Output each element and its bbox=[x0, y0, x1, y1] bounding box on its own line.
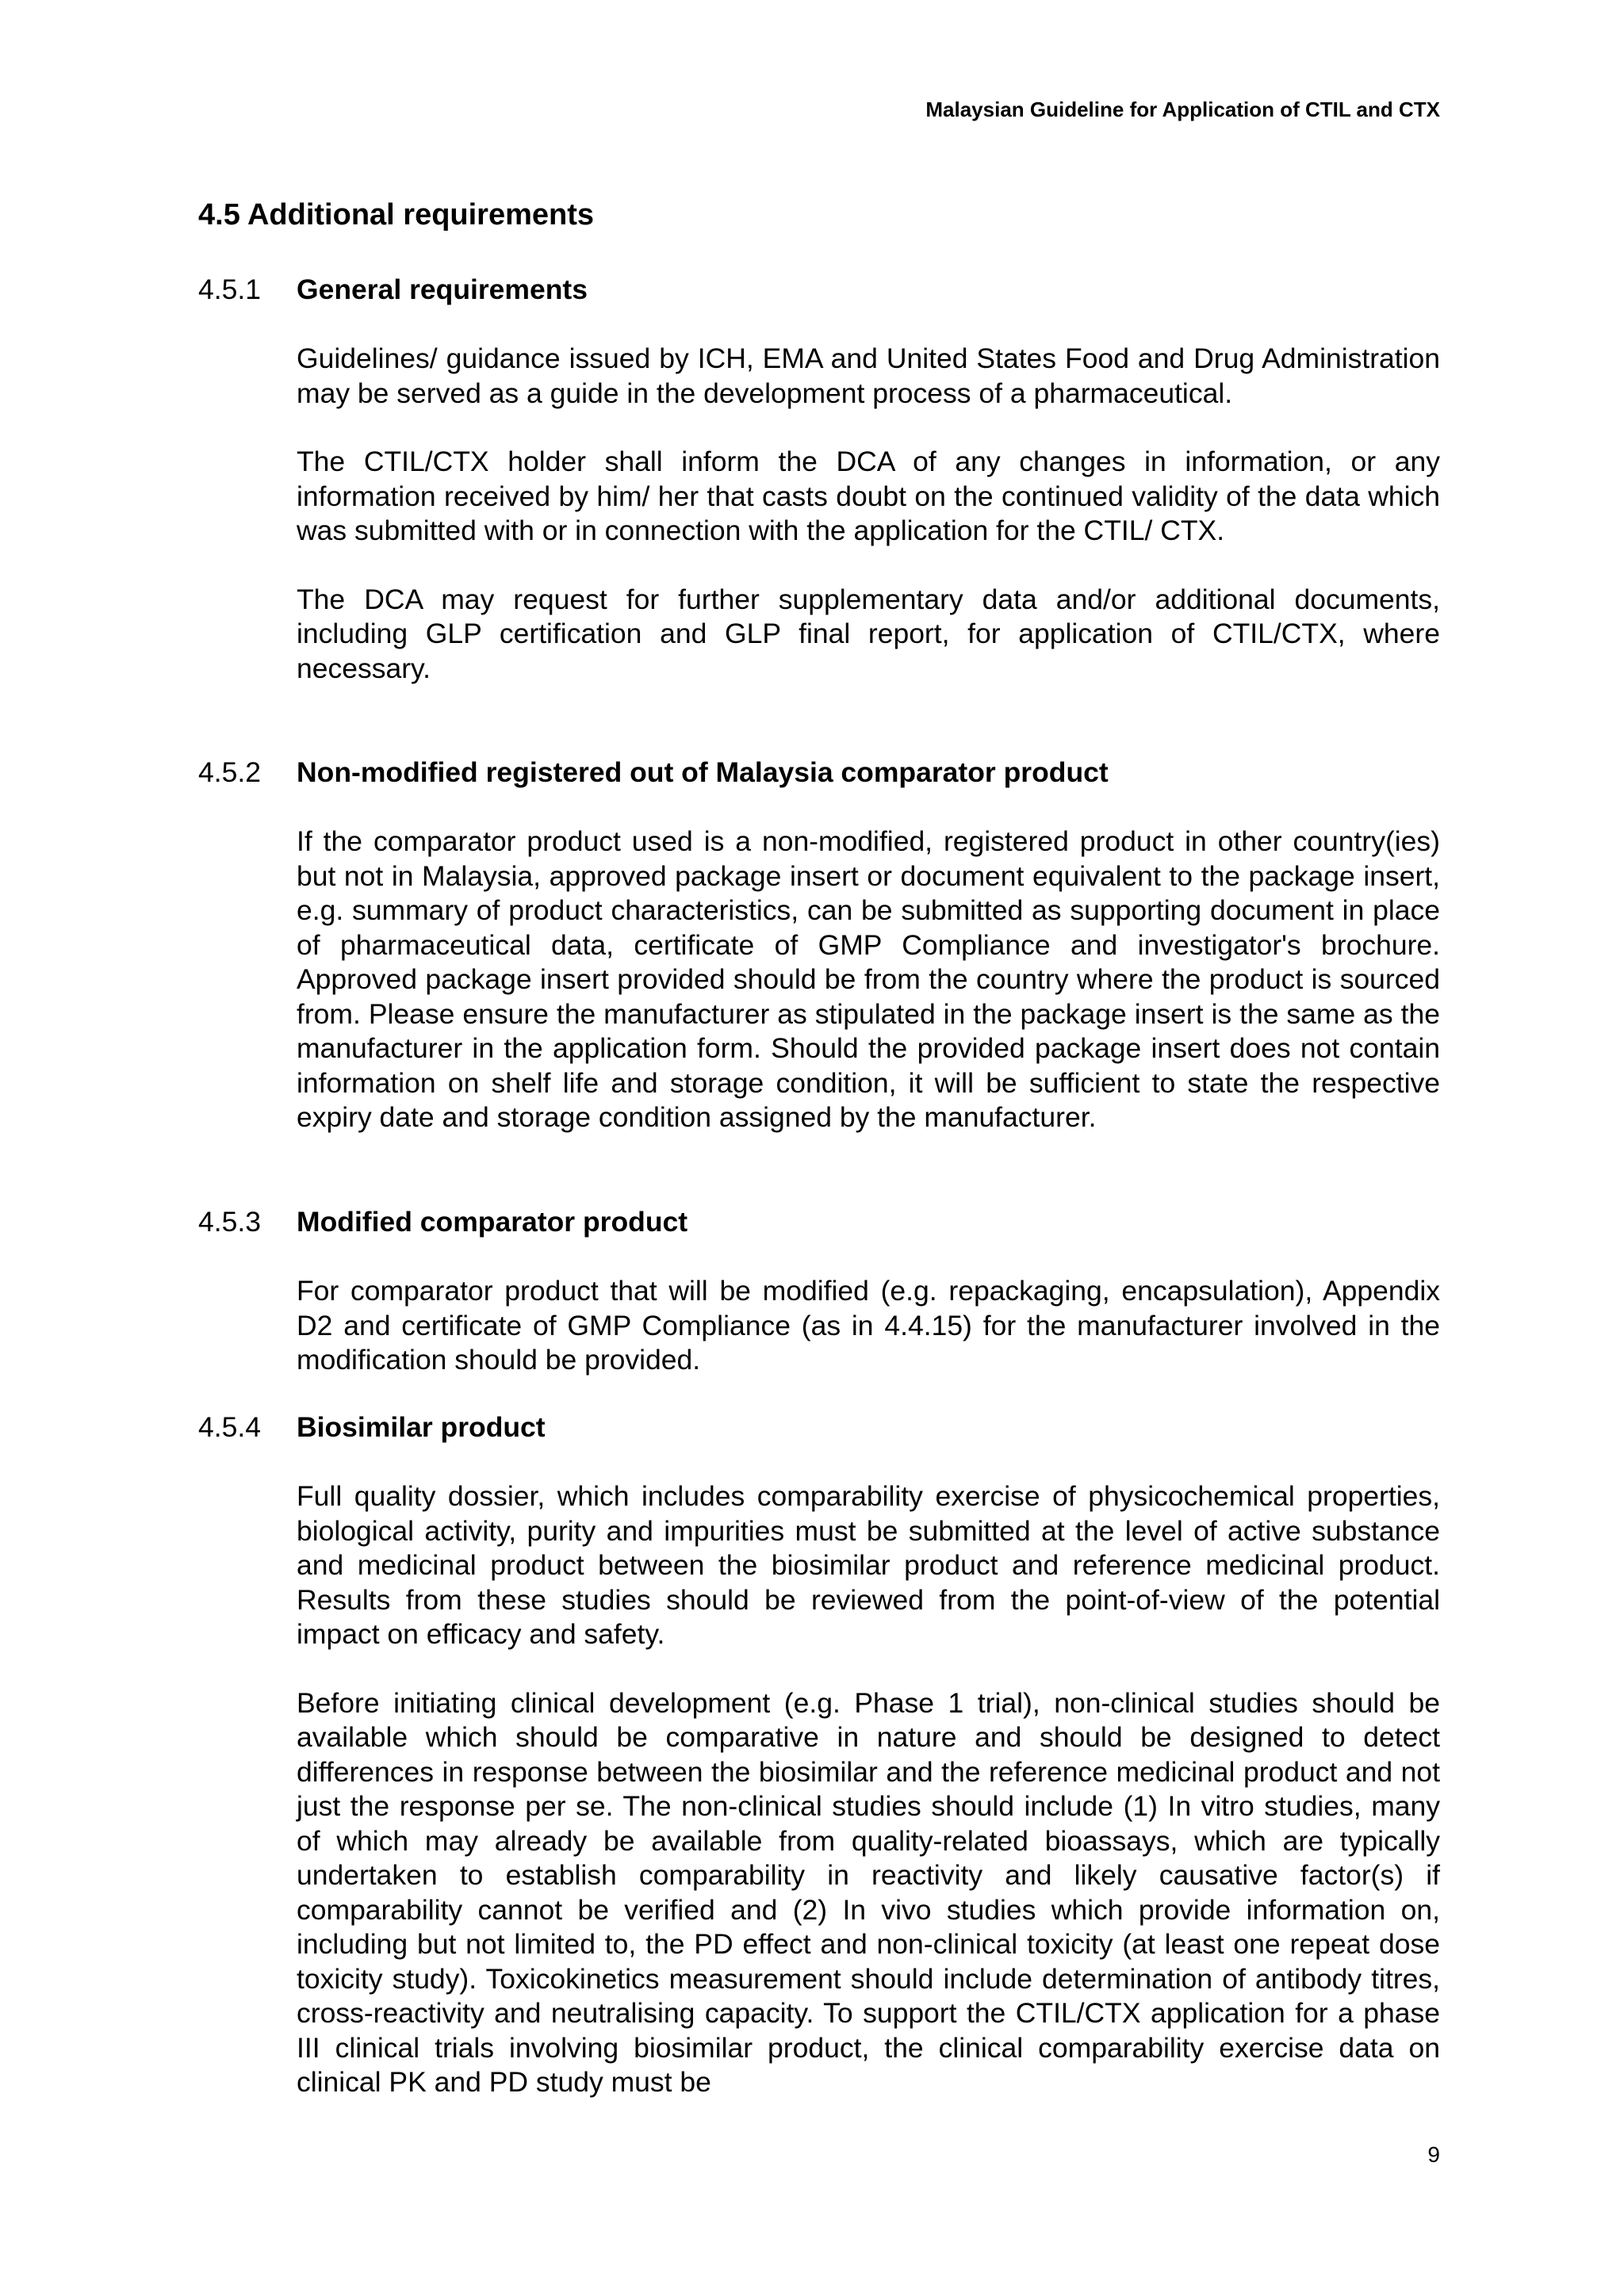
section-title: 4.5 Additional requirements bbox=[198, 198, 595, 232]
subsection-title: Non-modified registered out of Malaysia comparator product bbox=[297, 756, 1109, 788]
running-header: Malaysian Guideline for Application of CTIL and CTX bbox=[925, 98, 1440, 121]
subsection-heading bbox=[198, 1410, 1440, 1445]
paragraph: Before initiating clinical development (e.g. Phase 1 trial), non-clinical studies should be available which should be comparative in nature and should be designed to detect differences in response between the biosimilar and the reference medicinal product and not just the response per se. The non-clinical studies should include (1) In vitro studies, many of which may already be available from quality-related bioassays, which are typically undertaken to establish comparability in reactivity and likely causative factor(s) if comparability cannot be verified and (2) In vivo studies which provide information on, including but not limited to, the PD effect and non-clinical toxicity (at least one repeat dose toxicity study). Toxicokinetics measurement should include determination of antibody titres, cross-reactivity and neutralising capacity. To support the CTIL/CTX application for a phase III clinical trials involving biosimilar product, the clinical comparability exercise data on clinical PK and PD study must be bbox=[297, 1686, 1440, 2098]
paragraph: The DCA may request for further supplementary data and/or additional documents, including GLP certification and GLP final report, for application of CTIL/CTX, where necessary. bbox=[297, 583, 1440, 684]
subsection-heading bbox=[198, 1205, 1440, 1239]
subsection-number: 4.5.2 bbox=[198, 756, 261, 788]
page-number: 9 bbox=[1427, 2142, 1440, 2167]
subsection-title: Biosimilar product bbox=[297, 1411, 546, 1443]
subsection-heading bbox=[198, 273, 1440, 307]
subsection-title: Modified comparator product bbox=[297, 1206, 688, 1238]
subsection-number: 4.5.4 bbox=[198, 1411, 261, 1443]
subsection-number: 4.5.1 bbox=[198, 274, 261, 305]
subsection-biosimilar-product bbox=[198, 1410, 1440, 2128]
paragraph: For comparator product that will be modified (e.g. repackaging, encapsulation), Appendix D2 and certificate of GMP Compliance (as in 4.4.15) for the manufacturer involved in the modification should be provided. bbox=[297, 1275, 1440, 1376]
subsection-modified-comparator bbox=[198, 1205, 1440, 1406]
paragraph: If the comparator product used is a non-modified, registered product in other country(ies) but not in Malaysia, approved package insert or document equivalent to the package insert, e.g. summary of product characteristics, can be submitted as supporting document in place of pharmaceutical data, certificate of GMP Compliance and investigator's brochure. Approved package insert provided should be from the country where the product is sourced from. Please ensure the manufacturer as stipulated in the package insert is the same as the manufacturer in the application form. Should the provided package insert does not contain information on shelf life and storage condition, it will be sufficient to state the respective expiry date and storage condition assigned by the manufacturer. bbox=[297, 825, 1440, 1133]
subsection-general-requirements bbox=[198, 273, 1440, 714]
paragraph: Guidelines/ guidance issued by ICH, EMA and United States Food and Drug Administration may be served as a guide in the development process of a pharmaceutical. bbox=[297, 342, 1440, 409]
subsection-title: General requirements bbox=[297, 274, 588, 305]
subsection-non-modified-comparator bbox=[198, 756, 1440, 1163]
subsection-heading bbox=[198, 756, 1440, 790]
subsection-number: 4.5.3 bbox=[198, 1206, 261, 1238]
paragraph: Full quality dossier, which includes comparability exercise of physicochemical properties, biological activity, purity and impurities must be submitted at the level of active substance and medicinal product between the biosimilar product and reference medicinal product. Results from these studies should be reviewed from the point-of-view of the potential impact on efficacy and safety. bbox=[297, 1480, 1440, 1650]
paragraph: The CTIL/CTX holder shall inform the DCA of any changes in information, or any information received by him/ her that casts doubt on the continued validity of the data which was submitted with or in connection with the application for the CTIL/ CTX. bbox=[297, 446, 1440, 546]
